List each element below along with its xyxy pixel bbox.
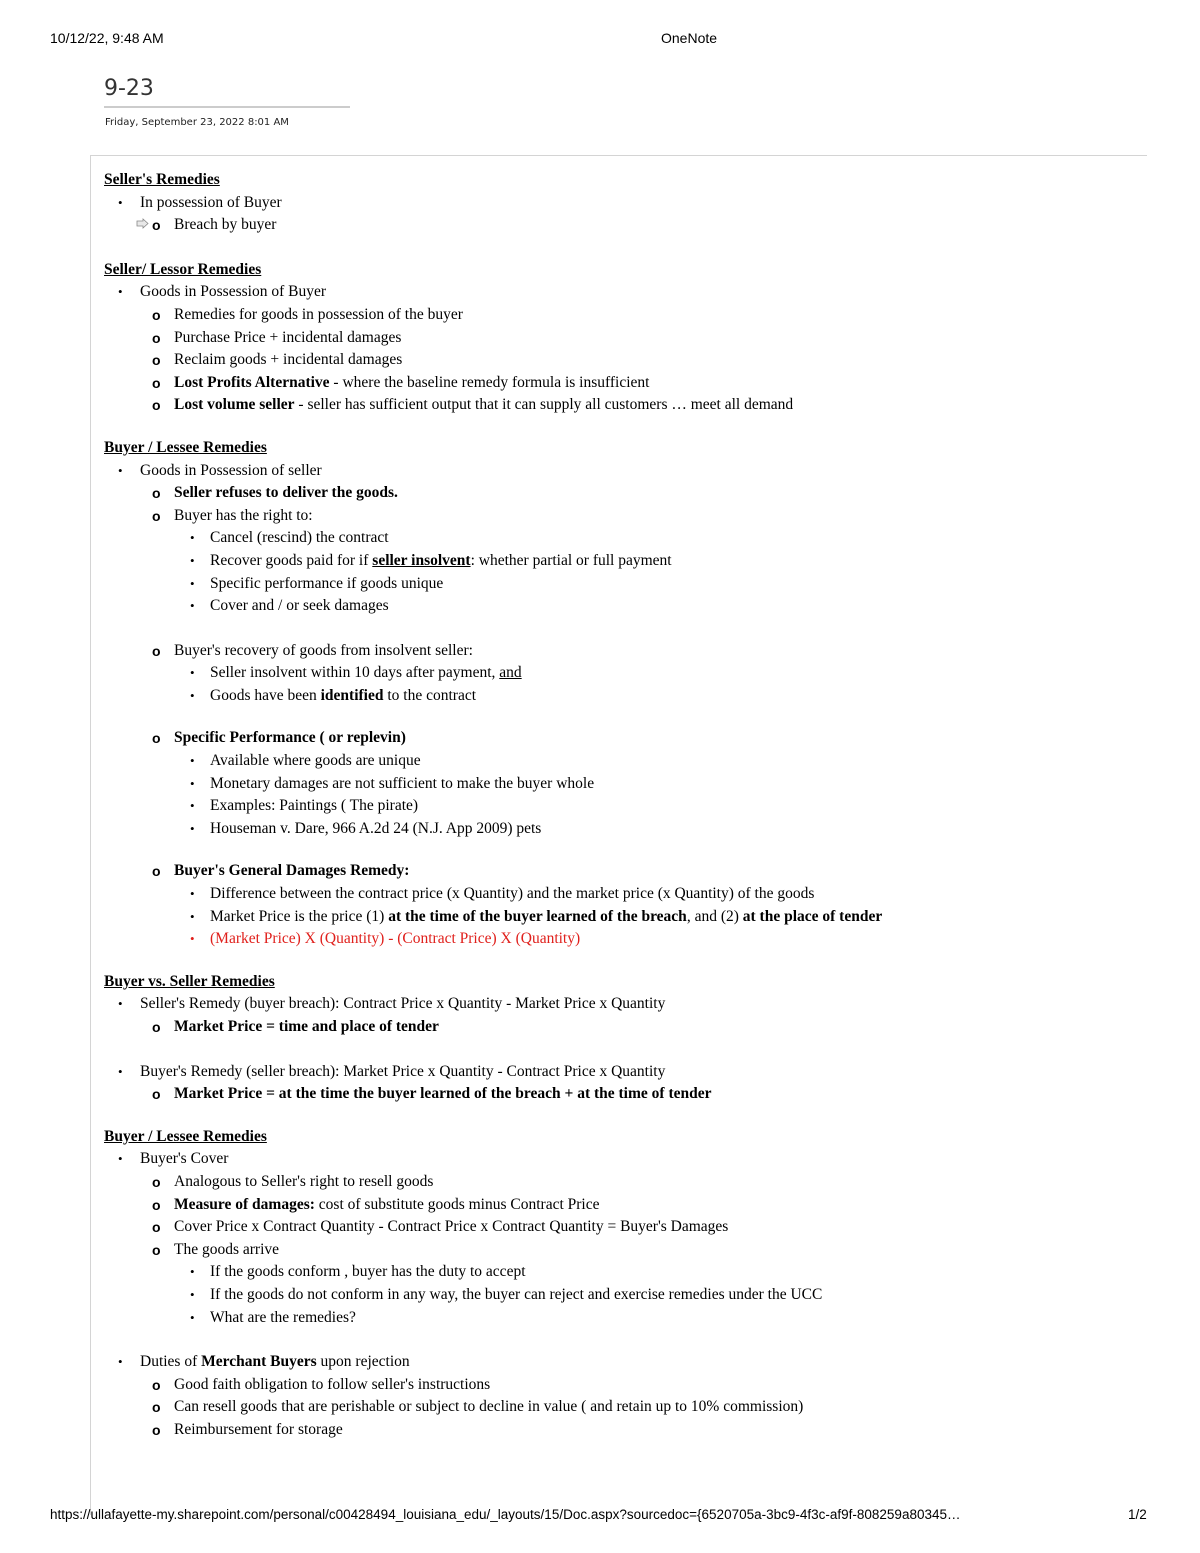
- list-item: • Goods in Possession of seller: [104, 460, 1144, 483]
- list-item: [104, 1351, 1144, 1374]
- list-item: o Purchase Price + incidental damages: [104, 327, 1144, 350]
- list-item: [104, 482, 1144, 505]
- list-item-text: Specific Performance ( or replevin): [174, 729, 406, 747]
- list-item: o Reclaim goods + incidental damages: [104, 349, 1144, 372]
- list-item: o Cover Price x Contract Quantity - Contract Price x Contract Quantity = Buyer's Damages: [104, 1216, 1144, 1239]
- list-item: • Seller's Remedy (buyer breach): Contract Price x Quantity - Market Price x Quantity: [104, 993, 1144, 1016]
- list-item: [104, 394, 1144, 417]
- list-item: • Available where goods are unique: [104, 750, 1144, 773]
- list-item: [104, 685, 1144, 708]
- list-item: • What are the remedies?: [104, 1307, 1144, 1330]
- definition: cost of substitute goods minus Contract Price: [314, 1195, 600, 1213]
- print-header-app: OneNote: [661, 30, 718, 46]
- print-header-date: 10/12/22, 9:48 AM: [50, 30, 164, 46]
- list-item: • If the goods do not conform in any way, the buyer can reject and exercise remedies under the UCC: [104, 1284, 1144, 1307]
- list-item: o Remedies for goods in possession of the buyer: [104, 304, 1144, 327]
- list-item: • Examples: Paintings ( The pirate): [104, 795, 1144, 818]
- page-title: 9-23: [104, 76, 154, 101]
- content-left-border: [90, 155, 91, 1515]
- list-item-text: Buyer's General Damages Remedy:: [174, 862, 410, 880]
- emphasis: seller insolvent: [372, 551, 471, 569]
- list-item: • Buyer's Cover: [104, 1148, 1144, 1171]
- text-span: Goods have been: [210, 686, 321, 704]
- section-heading: Buyer / Lessee Remedies: [104, 1127, 267, 1145]
- list-item: [104, 727, 1144, 750]
- list-item: • Monetary damages are not sufficient to make the buyer whole: [104, 773, 1144, 796]
- definition: - where the baseline remedy formula is insufficient: [329, 373, 650, 391]
- formula-item: • (Market Price) X (Quantity) - (Contract Price) X (Quantity): [104, 928, 1144, 951]
- emphasis: at the place of tender: [742, 907, 883, 925]
- page-date: Friday, September 23, 2022 8:01 AM: [105, 117, 289, 128]
- text-span: to the contract: [383, 686, 477, 704]
- list-item: [104, 860, 1144, 883]
- list-item: o Reimbursement for storage: [104, 1419, 1144, 1442]
- list-item: • Buyer's Remedy (seller breach): Market Price x Quantity - Contract Price x Quantity: [104, 1061, 1144, 1084]
- list-item: o Buyer has the right to:: [104, 505, 1144, 528]
- list-item: • Specific performance if goods unique: [104, 573, 1144, 596]
- definition: - seller has sufficient output that it can supply all customers … meet all demand: [294, 396, 794, 414]
- list-item: [104, 1083, 1144, 1106]
- list-item: • If the goods conform , buyer has the duty to accept: [104, 1261, 1144, 1284]
- list-item-text: Market Price = time and place of tender: [174, 1018, 439, 1035]
- term: Lost Profits Alternative: [174, 373, 330, 391]
- list-item: [104, 1016, 1144, 1039]
- list-item: • In possession of Buyer: [104, 192, 1144, 215]
- list-item: • Houseman v. Dare, 966 A.2d 24 (N.J. App 2009) pets: [104, 818, 1144, 841]
- section-heading: Seller/ Lessor Remedies: [104, 260, 262, 278]
- list-item: o The goods arrive: [104, 1239, 1144, 1262]
- emphasis: and: [499, 664, 522, 682]
- text-span: Seller insolvent within 10 days after payment,: [210, 664, 500, 682]
- text-span: Market Price is the price (1): [210, 907, 389, 925]
- text-span: , and (2): [686, 907, 743, 925]
- emphasis: Merchant Buyers: [201, 1353, 317, 1371]
- list-item-text: Breach by buyer: [174, 216, 277, 234]
- list-item-text: Seller refuses to deliver the goods.: [174, 484, 398, 502]
- term: Lost volume seller: [174, 396, 295, 414]
- print-footer-page-number: 1/2: [1128, 1507, 1147, 1522]
- text-span: : whether partial or full payment: [470, 551, 672, 569]
- text-span: Recover goods paid for if: [210, 551, 373, 569]
- list-item: o Analogous to Seller's right to resell goods: [104, 1171, 1144, 1194]
- list-item: o Buyer's recovery of goods from insolvent seller:: [104, 640, 1144, 663]
- section-heading: Buyer / Lessee Remedies: [104, 438, 267, 456]
- list-item: [104, 906, 1144, 929]
- text-span: upon rejection: [316, 1353, 410, 1371]
- list-item: • Goods in Possession of Buyer: [104, 281, 1144, 304]
- list-item: • Difference between the contract price (x Quantity) and the market price (x Quantity) of the goods: [104, 883, 1144, 906]
- emphasis: identified: [320, 686, 384, 704]
- list-item: [104, 662, 1144, 685]
- list-item: • Cover and / or seek damages: [104, 595, 1144, 618]
- title-divider: [104, 106, 350, 108]
- arrow-right-icon: [136, 218, 149, 229]
- list-item: [104, 214, 1144, 237]
- list-item-text: Market Price = at the time the buyer learned of the breach + at the time of tender: [174, 1085, 712, 1103]
- note-content: [104, 169, 1144, 1442]
- list-item: [104, 1194, 1144, 1217]
- section-heading: Buyer vs. Seller Remedies: [104, 972, 275, 990]
- print-footer-url: https://ullafayette-my.sharepoint.com/personal/c00428494_louisiana_edu/_layouts/15/Doc.aspx?sourcedoc={6520705a-3bc9-4f3c-af9f-808259a80345…: [50, 1507, 961, 1522]
- list-item: o Good faith obligation to follow seller's instructions: [104, 1374, 1144, 1397]
- section-heading: Seller's Remedies: [104, 171, 220, 188]
- list-item: • Cancel (rescind) the contract: [104, 527, 1144, 550]
- list-item: [104, 372, 1144, 395]
- list-item: o Can resell goods that are perishable or subject to decline in value ( and retain up to 10% commission): [104, 1396, 1144, 1419]
- content-top-border: [90, 155, 1147, 156]
- list-item: [104, 550, 1144, 573]
- text-span: Duties of: [140, 1353, 202, 1371]
- emphasis: at the time of the buyer learned of the breach: [388, 907, 687, 925]
- term: Measure of damages:: [174, 1195, 315, 1213]
